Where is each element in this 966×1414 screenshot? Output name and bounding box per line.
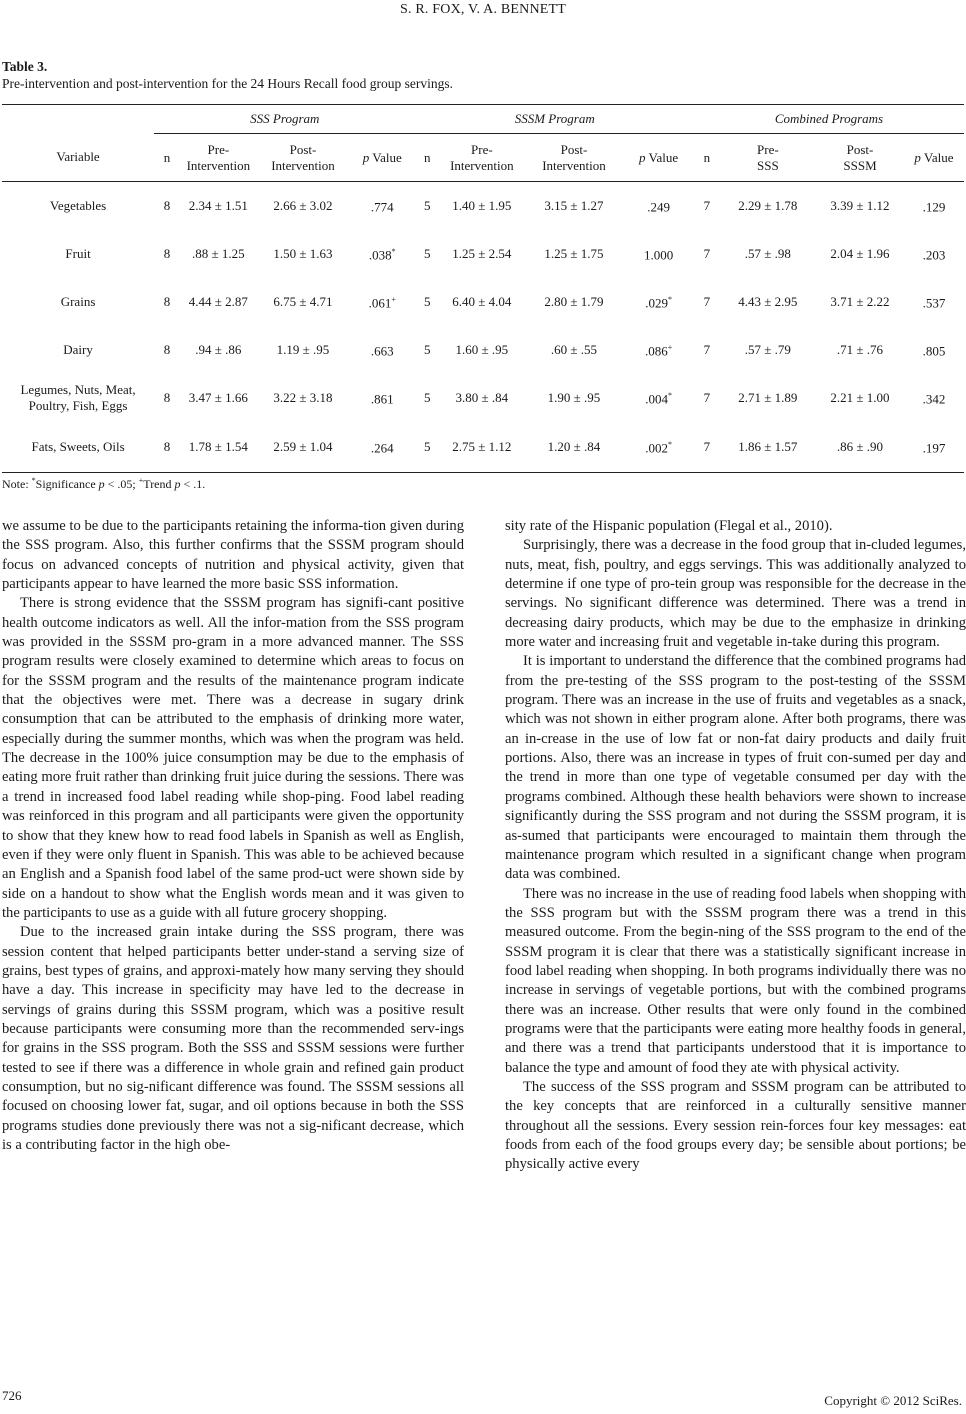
p-value-cell: .203 bbox=[922, 247, 946, 263]
n-cell: 5 bbox=[424, 390, 431, 405]
post-cell: 3.22 ± 3.18 bbox=[273, 390, 333, 405]
post-cell: 6.75 ± 4.71 bbox=[273, 294, 333, 309]
column-n bbox=[694, 134, 720, 182]
post-cell: 1.19 ± .95 bbox=[276, 342, 330, 357]
significance-mark: * bbox=[667, 440, 672, 450]
n-cell: 5 bbox=[415, 422, 439, 473]
n-cell: 7 bbox=[694, 422, 720, 473]
pre-cell: .57 ± .98 bbox=[744, 246, 791, 261]
header-text: Intervention bbox=[186, 157, 251, 173]
post-cell: .71 ± .76 bbox=[836, 342, 884, 357]
p-value-cell: .342 bbox=[922, 391, 946, 407]
p-value-cell: .663 bbox=[370, 343, 394, 359]
column-pre bbox=[439, 134, 525, 182]
post-cell: 1.90 ± .95 bbox=[547, 390, 601, 405]
header-text: Pre- bbox=[757, 141, 779, 157]
column-n bbox=[415, 134, 439, 182]
variable-cell: Fruit bbox=[65, 246, 91, 261]
pre-cell: 3.47 ± 1.66 bbox=[188, 390, 248, 405]
pre-cell: .88 ± 1.25 bbox=[192, 246, 245, 261]
variable-cell: Grains bbox=[60, 294, 96, 309]
significance-mark: * bbox=[667, 391, 672, 401]
table-row bbox=[2, 326, 964, 374]
post-cell: 1.50 ± 1.63 bbox=[273, 246, 333, 261]
variable-cell: Legumes, Nuts, Meat, Poultry, Fish, Eggs bbox=[20, 382, 136, 413]
n-cell: 8 bbox=[163, 390, 171, 405]
n-cell: 7 bbox=[703, 246, 711, 261]
pre-cell: .94 ± .86 bbox=[195, 342, 242, 357]
running-header: S. R. FOX, V. A. BENNETT bbox=[399, 2, 567, 17]
table-row bbox=[2, 278, 964, 326]
n-cell: 8 bbox=[154, 422, 180, 473]
table-row bbox=[2, 182, 964, 231]
paragraph: we assume to be due to the participants retaining the informa-tion given during the SSS program. Also, this further confirms that the SSSM program should focus on advanced concepts of nutrition and physical activity, given that participants appear to have learned the more basic SSS information. bbox=[2, 518, 464, 593]
column-p-value bbox=[623, 134, 694, 182]
group-combined: Combined Programs bbox=[694, 105, 964, 134]
n-cell: 8 bbox=[163, 342, 171, 357]
n-cell: 8 bbox=[163, 246, 171, 261]
header-text: Value bbox=[920, 149, 954, 165]
p-value-cell: .029* bbox=[645, 295, 672, 311]
right-column bbox=[505, 517, 966, 1175]
column-p-value bbox=[349, 134, 415, 182]
post-cell: .60 ± .55 bbox=[550, 342, 598, 357]
significance-mark: + bbox=[667, 343, 673, 353]
n-cell: 7 bbox=[703, 198, 711, 213]
variable-cell: Vegetables bbox=[49, 198, 107, 213]
p-value-cell: .129 bbox=[922, 199, 946, 215]
p-value-cell: .004* bbox=[645, 391, 672, 407]
column-n bbox=[154, 134, 180, 182]
header-text: Intervention bbox=[542, 157, 606, 173]
pre-cell: 1.25 ± 2.54 bbox=[452, 246, 512, 261]
post-cell: 3.39 ± 1.12 bbox=[830, 198, 890, 213]
p-value-cell: .537 bbox=[922, 295, 946, 311]
column-pre bbox=[180, 134, 257, 182]
post-cell: 3.15 ± 1.27 bbox=[544, 198, 604, 213]
p-value-cell: .197 bbox=[904, 422, 964, 473]
p-value-cell: .249 bbox=[647, 199, 670, 215]
n-cell: 5 bbox=[424, 246, 431, 261]
group-sssm: SSSM Program bbox=[415, 105, 694, 134]
post-cell: 2.59 ± 1.04 bbox=[257, 422, 349, 473]
pre-cell: 1.40 ± 1.95 bbox=[452, 198, 512, 213]
left-column bbox=[2, 517, 464, 1155]
significance-mark: + bbox=[391, 295, 396, 305]
header-text: Value bbox=[645, 149, 679, 165]
pre-cell: 6.40 ± 4.04 bbox=[452, 294, 512, 309]
header-text: Value bbox=[369, 149, 402, 165]
p-value-cell: .061+ bbox=[368, 295, 396, 311]
n-cell: 5 bbox=[424, 342, 431, 357]
table-title: Pre-intervention and post-intervention for the 24 Hours Recall food group servings. bbox=[2, 76, 454, 91]
post-cell: 1.25 ± 1.75 bbox=[544, 246, 604, 261]
table-row bbox=[2, 230, 964, 278]
p-value-cell: 1.000 bbox=[643, 247, 674, 263]
pre-cell: 1.60 ± .95 bbox=[455, 342, 509, 357]
header-text: p bbox=[362, 149, 370, 165]
header-text: Pre- bbox=[207, 141, 230, 157]
post-cell: 2.80 ± 1.79 bbox=[544, 294, 604, 309]
header-text: Variable bbox=[56, 149, 100, 165]
header-text: p bbox=[639, 149, 646, 165]
pre-cell: 2.29 ± 1.78 bbox=[738, 198, 798, 213]
header-text: p bbox=[914, 149, 921, 165]
table-row bbox=[2, 374, 964, 422]
paragraph: There was no increase in the use of reading food labels when shopping with the SSS program but with the SSSM program there was a trend in this measured outcome. From the begin-ning of the SSS program to the end of the SSSM program it is clear that there was a statistically significant increase in food label reading when shopping. In both programs individually there was no increase in servings of vegetable portions, but with the combined programs there was an increase. Other results that were only found in the combined programs were that the participants were eating more healthy foods in general, and there was a trend that participants understood that it is importance to balance the type and amount of food they ate with physical activity. bbox=[505, 885, 966, 1076]
table-row bbox=[2, 422, 964, 473]
column-pre-sss bbox=[720, 134, 816, 182]
pre-cell: 4.43 ± 2.95 bbox=[738, 294, 798, 309]
header-text: n bbox=[703, 149, 711, 165]
pre-cell: 1.78 ± 1.54 bbox=[180, 422, 257, 473]
copyright: Copyright © 2012 SciRes. bbox=[824, 1393, 962, 1408]
post-cell: 2.04 ± 1.96 bbox=[830, 246, 890, 261]
significance-mark: * bbox=[667, 295, 672, 305]
header-text: Post- bbox=[289, 141, 317, 157]
paragraph: It is important to understand the difference that the combined programs had from the pre-testing of the SSS program to the post-testing of the SSSM program. There was an increase in the use of fruits and vegetables as a snack, which was not shown in either program alone. After both programs, there was an in-crease in the use of low fat or non-fat dairy products and daily fruit portions. Also, there was an increase in types of fruit con-sumed per day and the trend in more than one type of vegetable consumed per day with the programs combined. Although these health behaviors were shown to increase significantly during the SSS program and not during the SSSM program, it is as-sumed that participants were encouraged to maintain them through the maintenance program which resulted in a significant change when program data was combined. bbox=[505, 653, 966, 883]
p-value-cell: .264 bbox=[349, 422, 415, 473]
header-text: SSSM bbox=[843, 157, 877, 173]
n-cell: 7 bbox=[703, 294, 711, 309]
paragraph: Surprisingly, there was a decrease in the food group that in-cluded legumes, nuts, meat, fish, poultry, and eggs servings. This was additionally analyzed to determine if one type of pro-tein group was responsible for the decrease in the servings. No significant difference was determined. There was a trend in decreasing dairy products, which may be due to the emphasize in drinking more water and increasing fruit and vegetable in-take during this program. bbox=[505, 537, 966, 651]
p-value-cell: .774 bbox=[370, 199, 394, 215]
paragraph: There is strong evidence that the SSSM program has signifi-cant positive health outcome indicators as well. All the infor-mation from the SSS program was provided in the SSSM pro-gram in a more advanced manner. The SSS program results were closely examined to determine which areas to focus on for the SSSM program and the results of the maintenance program indicate that the objectives were met. There was a decrease in sugary drink consumption that can be attributed to the emphasis of drinking more water, especially during the summer months, which was when the program was held. The decrease in the 100% juice consumption may be due to the emphasis of eating more fruit rather than drinking fruit juice during the sessions. There was a trend in increased food label reading while shop-ping. Food label reading was reinforced in this program and all participants were given the opportunity to show that they knew how to read food labels in Spanish as well as English, even if they were only fluent in Spanish. This was able to be achieved because an English and a Spanish food label of the same prod-uct were shown side by side on a handout to show what the English words mean and it was given to the participants to use as a guide with all future grocery shopping. bbox=[2, 595, 464, 921]
column-p-value bbox=[904, 134, 964, 182]
table-label: Table 3. bbox=[2, 59, 48, 74]
header-text: Intervention bbox=[271, 157, 335, 173]
n-cell: 5 bbox=[424, 198, 431, 213]
variable-cell: Fats, Sweets, Oils bbox=[2, 422, 154, 473]
pre-cell: 2.34 ± 1.51 bbox=[188, 198, 248, 213]
p-value-cell: .861 bbox=[370, 391, 394, 407]
column-post bbox=[257, 134, 349, 182]
post-cell: 2.21 ± 1.00 bbox=[830, 390, 890, 405]
n-cell: 7 bbox=[703, 390, 711, 405]
column-variable bbox=[2, 134, 154, 182]
pre-cell: 1.86 ± 1.57 bbox=[720, 422, 816, 473]
n-cell: 7 bbox=[703, 342, 711, 357]
post-cell: 3.71 ± 2.22 bbox=[830, 294, 890, 309]
variable-cell: Dairy bbox=[63, 342, 93, 357]
post-cell: 1.20 ± .84 bbox=[525, 422, 624, 473]
header-text: n bbox=[163, 149, 171, 165]
n-cell: 8 bbox=[163, 198, 171, 213]
paragraph: sity rate of the Hispanic population (Flegal et al., 2010). bbox=[505, 518, 833, 534]
pre-cell: 4.44 ± 2.87 bbox=[188, 294, 248, 309]
significance-mark: * bbox=[391, 247, 396, 257]
post-cell: 2.66 ± 3.02 bbox=[273, 198, 333, 213]
p-value-cell: .002* bbox=[623, 422, 694, 473]
post-cell: .86 ± .90 bbox=[816, 422, 904, 473]
pre-cell: .57 ± .79 bbox=[744, 342, 791, 357]
pre-cell: 2.75 ± 1.12 bbox=[439, 422, 525, 473]
results-table bbox=[2, 104, 964, 473]
page-number: 726 bbox=[2, 1388, 22, 1403]
table-note: Note: *Significance p < .05; +Trend p < .1. bbox=[2, 476, 206, 491]
column-post-sssm bbox=[816, 134, 904, 182]
n-cell: 8 bbox=[163, 294, 171, 309]
p-value-cell: .805 bbox=[922, 343, 946, 359]
header-text: Post- bbox=[560, 141, 588, 157]
pre-cell: 3.80 ± .84 bbox=[455, 390, 509, 405]
paragraph: The success of the SSS program and SSSM program can be attributed to the key concepts that are reinforced in a culturally sensitive manner throughout all the sessions. Every session rein-forces four key messages: eat foods from each of the food groups every day; be sensible about portions; be physically active every bbox=[505, 1078, 966, 1173]
header-text: n bbox=[424, 149, 431, 165]
p-value-cell: .086+ bbox=[644, 343, 673, 359]
table-caption bbox=[2, 58, 453, 92]
column-post bbox=[525, 134, 624, 182]
n-cell: 5 bbox=[424, 294, 431, 309]
header-text: Post- bbox=[846, 141, 874, 157]
header-text: SSS bbox=[757, 157, 779, 173]
header-text: Pre- bbox=[471, 141, 493, 157]
paragraph: Due to the increased grain intake during the SSS program, there was session content that helped participants better under-stand a serving size of grains, best types of grains, and approxi-mately how many serving they should have a day. This increase in specificity may have led to the decrease in servings of grains during this SSSM program, which was a positive result because participants were consuming more than the recommended serv-ings for grains in the SSS program. Both the SSS and SSSM sessions were further tested to see if there was a difference in whole grain and refined gain product consumption, but no sig-nificant difference was found. The SSSM sessions all focused on choosing lower fat, sugar, and oil options because in both the SSS programs studies done previously there was not a sig-nificant decrease, which is a contributing factor in the high obe- bbox=[2, 924, 464, 1153]
group-sss: SSS Program bbox=[154, 105, 415, 134]
p-value-cell: .038* bbox=[368, 247, 396, 263]
header-text: Intervention bbox=[450, 157, 514, 173]
pre-cell: 2.71 ± 1.89 bbox=[738, 390, 798, 405]
